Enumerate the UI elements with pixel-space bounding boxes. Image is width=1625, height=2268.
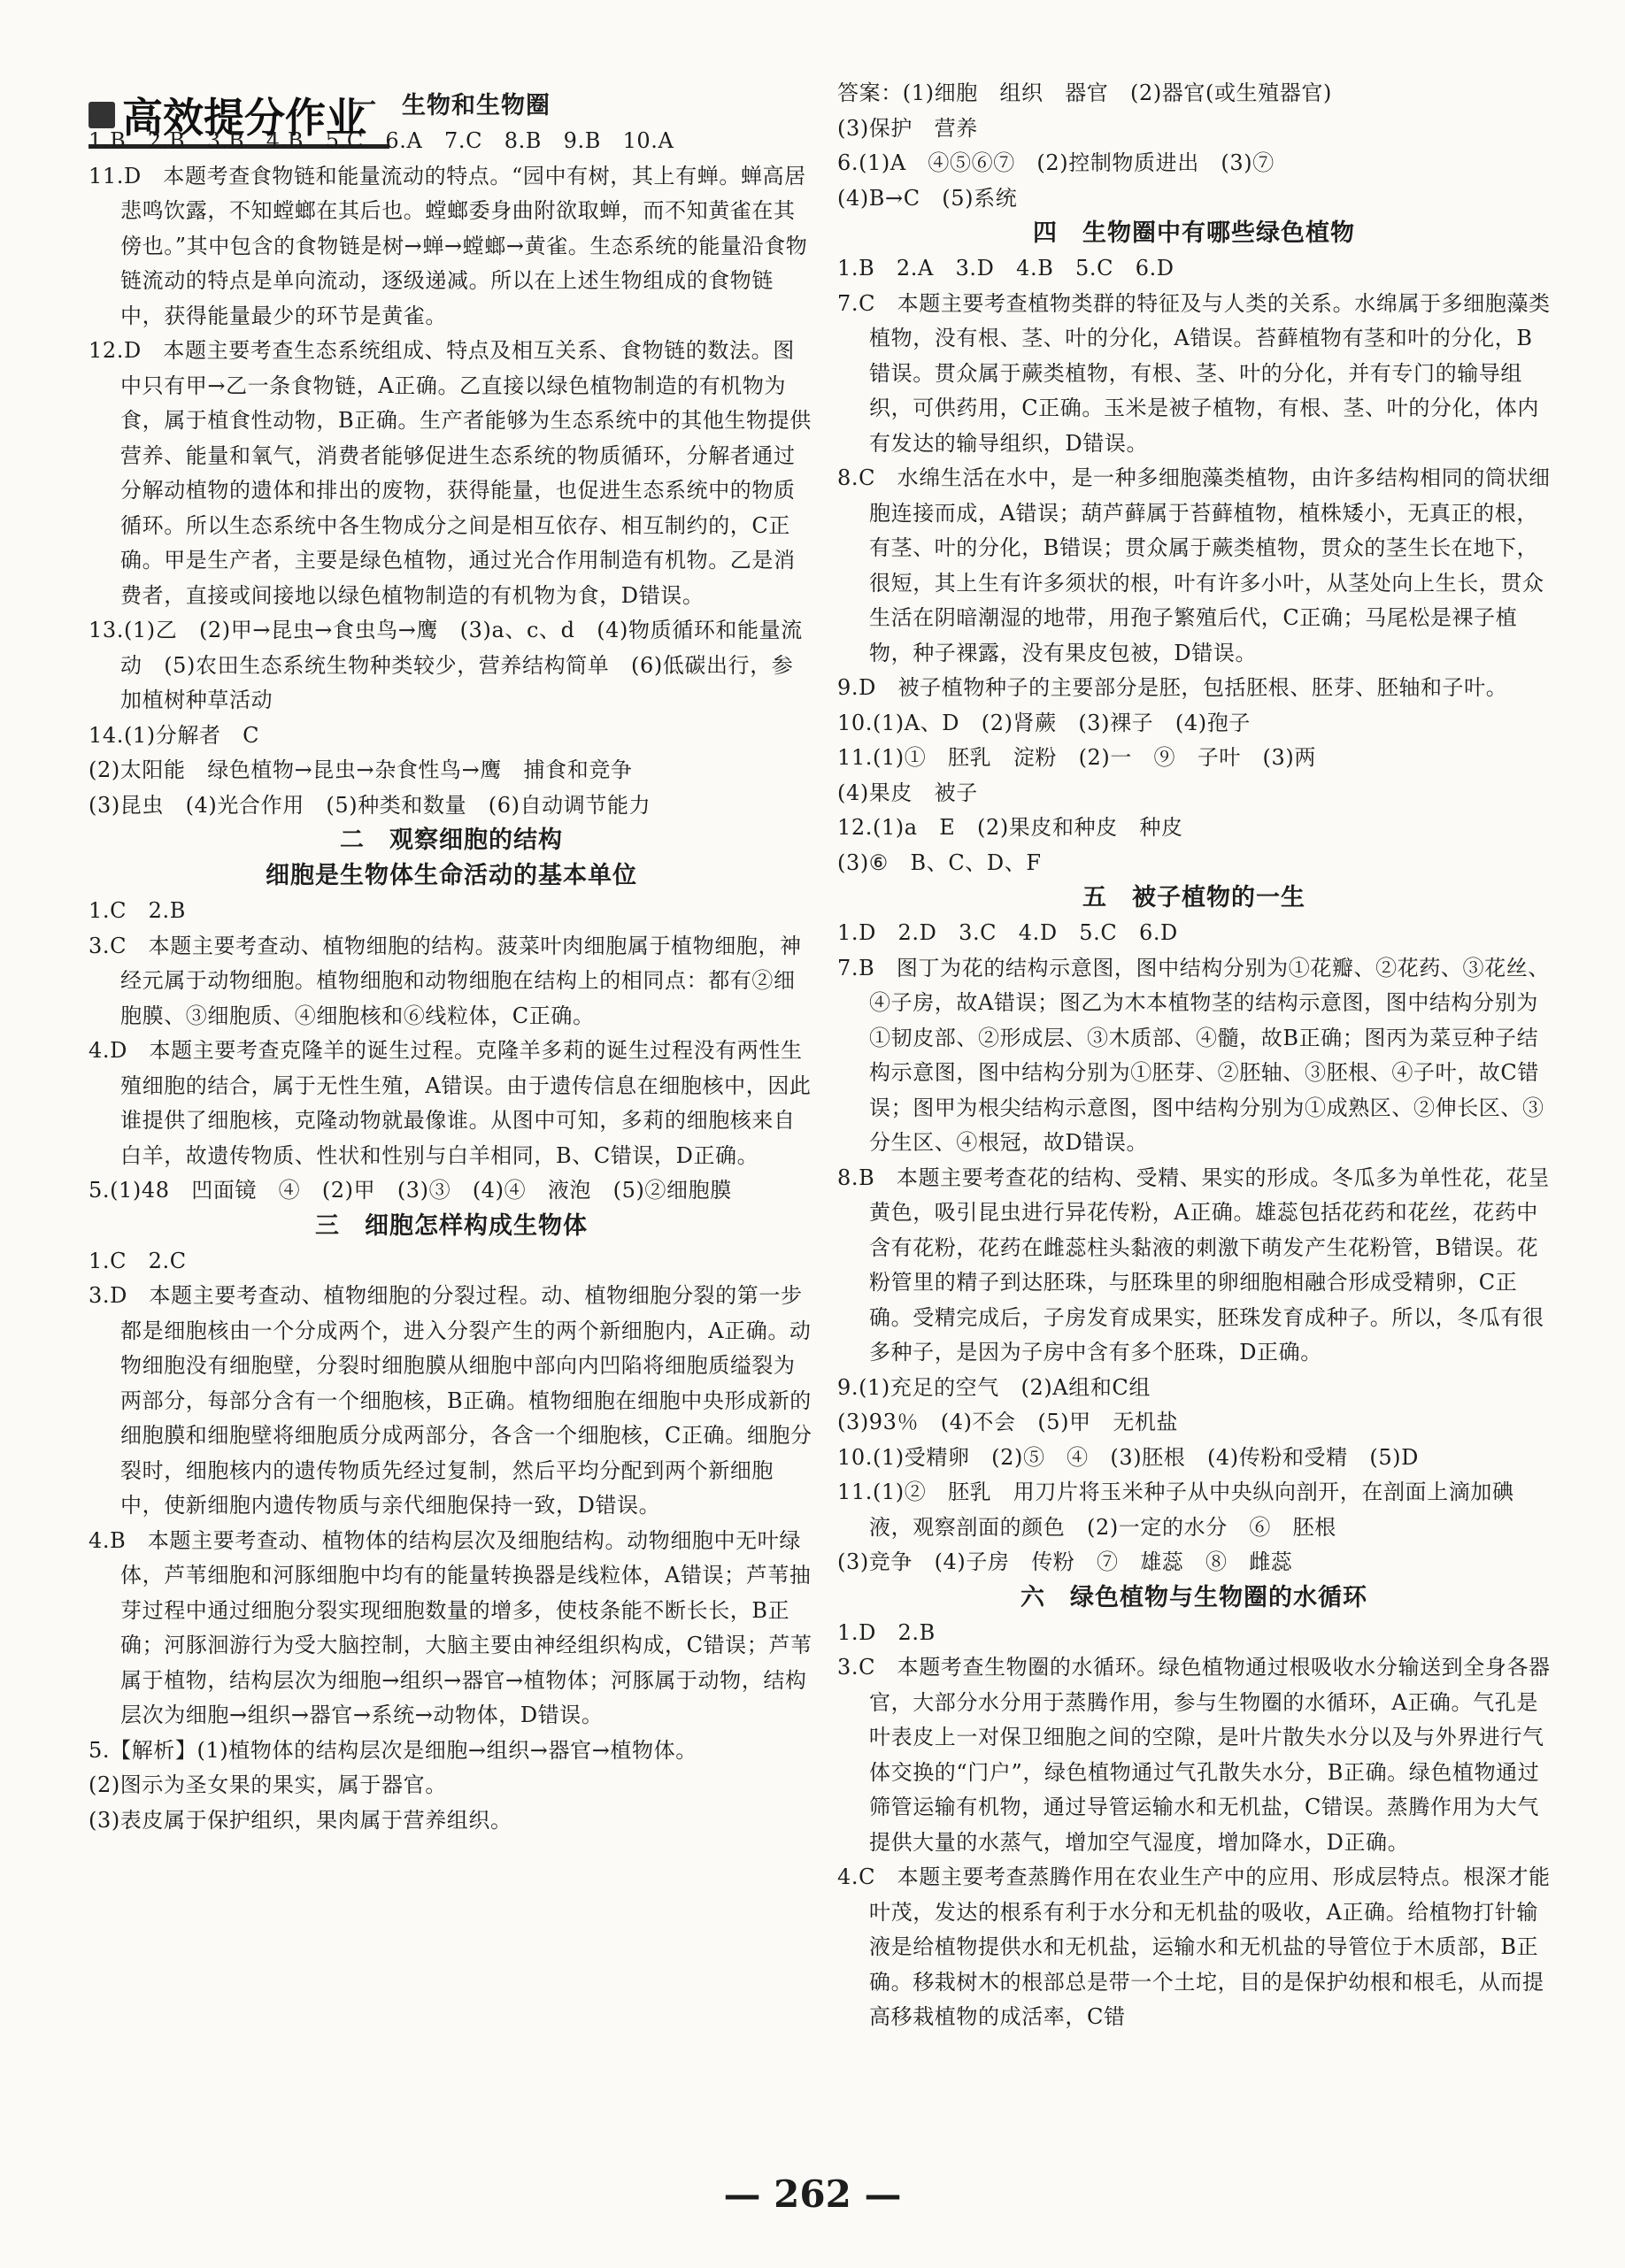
section-heading: 二 观察细胞的结构 bbox=[340, 826, 563, 854]
section-heading: 四 生物圈中有哪些绿色植物 bbox=[1033, 219, 1355, 247]
section-heading: 六 绿色植物与生物圈的水循环 bbox=[1020, 1583, 1367, 1611]
left-column bbox=[89, 88, 814, 1838]
right-column bbox=[837, 76, 1551, 2035]
answer-paragraph: (3)⑥ B、C、D、F bbox=[837, 850, 1042, 875]
answer-paragraph: (4)果皮 被子 bbox=[837, 780, 978, 805]
answer-paragraph: 12.D 本题主要考查生态系统组成、特点及相互关系、食物链的数法。图中只有甲→乙一条食物链，A正确。乙直接以绿色植物制造的有机物为食，属于植食性动物，B正确。生产者能够为生态系统中的其他生物提供营养、能量和氧气，消费者能够促进生态系统的物质循环，分解者通过分解动植物的遗体和排出的废物，获得能量，也促进生态系统中的物质循环。所以生态系统中各生物成分之间是相互依存、相互制约的，C正确。甲是生产者，主要是绿色植物，通过光合作用制造有机物。乙是消费者，直接或间接地以绿色植物制造的有机物为食，D错误。 bbox=[89, 338, 812, 608]
answer-paragraph: 答案：(1)细胞 组织 器官 (2)器官(或生殖器官) bbox=[837, 81, 1332, 105]
answer-paragraph: (3)保护 营养 bbox=[837, 115, 978, 141]
answer-paragraph: 9.D 被子植物种子的主要部分是胚，包括胚根、胚芽、胚轴和子叶。 bbox=[837, 675, 1508, 700]
page-number: — 262 — bbox=[723, 2172, 902, 2216]
answer-paragraph: 11.(1)① 胚乳 淀粉 (2)一 ⑨ 子叶 (3)两 bbox=[837, 745, 1316, 770]
answer-paragraph: 1.D 2.B bbox=[837, 1619, 936, 1645]
section-heading: 细胞是生物体生命活动的基本单位 bbox=[266, 862, 637, 889]
answer-paragraph: 8.B 本题主要考查花的结构、受精、果实的形成。冬瓜多为单性花，花呈黄色，吸引昆虫进行异花传粉，A正确。雄蕊包括花药和花丝，花药中含有花粉，花药在雌蕊柱头黏液的刺激下萌发产生花粉管，B错误。花粉管里的精子到达胚珠，与胚珠里的卵细胞相融合形成受精卵，C正确。受精完成后，子房发育成果实，胚珠发育成种子。所以，冬瓜有很多种子，是因为子房中含有多个胚珠，D正确。 bbox=[837, 1165, 1550, 1365]
answer-paragraph: 5.【解析】(1)植物体的结构层次是细胞→组织→器官→植物体。 bbox=[89, 1737, 697, 1763]
answer-paragraph: 10.(1)A、D (2)肾蕨 (3)裸子 (4)孢子 bbox=[837, 710, 1251, 735]
answer-paragraph: (3)昆虫 (4)光合作用 (5)种类和数量 (6)自动调节能力 bbox=[89, 792, 651, 818]
answer-paragraph: (2)图示为圣女果的果实，属于器官。 bbox=[89, 1772, 447, 1797]
answer-paragraph: 4.D 本题主要考查克隆羊的诞生过程。克隆羊多莉的诞生过程没有两性生殖细胞的结合，属于无性生殖，A错误。由于遗传信息在细胞核中，因此谁提供了细胞核，克隆动物就最像谁。从图中可知，多莉的细胞核来自白羊，故遗传物质、性状和性别与白羊相同，B、C错误，D正确。 bbox=[89, 1038, 812, 1168]
section-heading: 三 细胞怎样构成生物体 bbox=[315, 1211, 588, 1240]
answer-paragraph: 1.C 2.C bbox=[89, 1248, 187, 1273]
answer-paragraph: 1.B 2.B 3.B 4.B 5.C 6.A 7.C 8.B 9.B 10.A bbox=[89, 128, 674, 153]
section-heading: 五 被子植物的一生 bbox=[1082, 884, 1305, 911]
answer-paragraph: 14.(1)分解者 C bbox=[89, 722, 260, 748]
answer-paragraph: 7.B 图丁为花的结构示意图，图中结构分别为①花瓣、②花药、③花丝、④子房，故A错误；图乙为木本植物茎的结构示意图，图中结构分别为①韧皮部、②形成层、③木质部、④髓，故B正确；图丙为菜豆种子结构示意图，图中结构分别为①胚芽、②胚轴、③胚根、④子叶，故C错误；图甲为根尖结构示意图，图中结构分别为①成熟区、②伸长区、③分生区、④根冠，故D错误。 bbox=[837, 955, 1550, 1155]
answer-paragraph: 5.(1)48 凹面镜 ④ (2)甲 (3)③ (4)④ 液泡 (5)②细胞膜 bbox=[89, 1178, 732, 1203]
answer-paragraph: 9.(1)充足的空气 (2)A组和C组 bbox=[837, 1374, 1151, 1400]
banner-title: 高效提分作业 bbox=[122, 94, 366, 142]
answer-paragraph: 12.(1)a E (2)果皮和种皮 种皮 bbox=[837, 815, 1183, 840]
answer-paragraph: 13.(1)乙 (2)甲→昆虫→食虫鸟→鹰 (3)a、c、d (4)物质循环和能量流动 (5)农田生态系统生物种类较少，营养结构简单 (6)低碳出行，参加植树种草活动 bbox=[89, 618, 803, 712]
answer-paragraph: (3)93％ (4)不会 (5)甲 无机盐 bbox=[837, 1410, 1179, 1434]
answer-paragraph: 3.D 本题主要考查动、植物细胞的分裂过程。动、植物细胞分裂的第一步都是细胞核由一个分成两个，进入分裂产生的两个新细胞内，A正确。动物细胞没有细胞壁，分裂时细胞膜从细胞中部向内凹陷将细胞质缢裂为两部分，每部分含有一个细胞核，B正确。植物细胞在细胞中央形成新的细胞膜和细胞壁将细胞质分成两部分，各含一个细胞核，C正确。细胞分裂时，细胞核内的遗传物质先经过复制，然后平均分配到两个新细胞中，使新细胞内遗传物质与亲代细胞保持一致，D错误。 bbox=[89, 1283, 812, 1518]
answer-paragraph: 10.(1)受精卵 (2)⑤ ④ (3)胚根 (4)传粉和受精 (5)D bbox=[837, 1444, 1419, 1470]
answer-paragraph: 1.D 2.D 3.C 4.D 5.C 6.D bbox=[837, 920, 1178, 945]
answer-paragraph: 4.C 本题主要考查蒸腾作用在农业生产中的应用、形成层特点。根深才能叶茂，发达的根系有利于水分和无机盐的吸收，A正确。给植物打针输液是给植物提供水和无机盐，运输水和无机盐的导管位于木质部，B正确。移栽树木的根部总是带一个土坨，目的是保护幼根和根毛，从而提高移栽植物的成活率，C错 bbox=[837, 1864, 1551, 2029]
answer-paragraph: 3.C 本题主要考查动、植物细胞的结构。菠菜叶肉细胞属于植物细胞，神经元属于动物细胞。植物细胞和动物细胞在结构上的相同点：都有②细胞膜、③细胞质、④细胞核和⑥线粒体，C正确。 bbox=[89, 933, 802, 1028]
answer-paragraph: 8.C 水绵生活在水中，是一种多细胞藻类植物，由许多结构相同的筒状细胞连接而成，A错误；葫芦藓属于苔藓植物，植株矮小，无真正的根，有茎、叶的分化，B错误；贯众属于蕨类植物，贯众的茎生长在地下，很短，其上生有许多须状的根，叶有许多小叶，从茎处向上生长，贯众生活在阴暗潮湿的地带，用孢子繁殖后代，C正确；马尾松是裸子植物，种子裸露，没有果皮包被，D错误。 bbox=[837, 465, 1551, 665]
answer-paragraph: 3.C 本题考查生物圈的水循环。绿色植物通过根吸收水分输送到全身各器官，大部分水分用于蒸腾作用，参与生物圈的水循环，A正确。气孔是叶表皮上一对保卫细胞之间的空隙，是叶片散失水分以及与外界进行气体交换的“门户”，绿色植物通过气孔散失水分，B正确。绿色植物通过筛管运输有机物，通过导管运输水和无机盐，C错误。蒸腾作用为大气提供大量的水蒸气，增加空气湿度，增加降水，D正确。 bbox=[837, 1655, 1551, 1855]
answer-paragraph: 1.B 2.A 3.D 4.B 5.C 6.D bbox=[837, 256, 1174, 281]
answer-paragraph: 7.C 本题主要考查植物类群的特征及与人类的关系。水绵属于多细胞藻类植物，没有根、茎、叶的分化，A错误。苔藓植物有茎和叶的分化，B错误。贯众属于蕨类植物，有根、茎、叶的分化，并有专门的输导组织，可供药用，C正确。玉米是被子植物，有根、茎、叶的分化，体内有发达的输导组织，D错误。 bbox=[837, 290, 1551, 456]
answer-paragraph: 11.(1)② 胚乳 用刀片将玉米种子从中央纵向剖开，在剖面上滴加碘液，观察剖面的颜色 (2)一定的水分 ⑥ 胚根 bbox=[837, 1480, 1514, 1540]
answer-paragraph: (3)竞争 (4)子房 传粉 ⑦ 雄蕊 ⑧ 雌蕊 bbox=[837, 1549, 1293, 1574]
answer-paragraph: (3)表皮属于保护组织，果肉属于营养组织。 bbox=[89, 1807, 512, 1833]
answer-paragraph: 11.D 本题考查食物链和能量流动的特点。“园中有树，其上有蝉。蝉高居悲鸣饮露，不知螳螂在其后也。螳螂委身曲附欲取蝉，而不知黄雀在其傍也。”其中包含的食物链是树→蝉→螳螂→黄雀。生态系统的能量沿食物链流动的特点是单向流动，逐级递减。所以在上述生物组成的食物链中，获得能量最少的环节是黄雀。 bbox=[89, 163, 808, 328]
answer-paragraph: 4.B 本题主要考查动、植物体的结构层次及细胞结构。动物细胞中无叶绿体，芦苇细胞和河豚细胞中均有的能量转换器是线粒体，A错误；芦苇抽芽过程中通过细胞分裂实现细胞数量的增多，使枝条能不断长长，B正确；河豚洄游行为受大脑控制，大脑主要由神经组织构成，C错误；芦苇属于植物，结构层次为细胞→组织→器官→植物体；河豚属于动物，结构层次为细胞→组织→器官→系统→动物体，D错误。 bbox=[89, 1527, 812, 1727]
answer-paragraph: 6.(1)A ④⑤⑥⑦ (2)控制物质进出 (3)⑦ bbox=[837, 150, 1275, 175]
answer-paragraph: (4)B→C (5)系统 bbox=[837, 185, 1018, 211]
answer-paragraph: 1.C 2.B bbox=[89, 898, 186, 923]
section-heading: 一 生物和生物圈 bbox=[352, 92, 551, 119]
answer-paragraph: (2)太阳能 绿色植物→昆虫→杂食性鸟→鹰 捕食和竞争 bbox=[89, 757, 633, 782]
